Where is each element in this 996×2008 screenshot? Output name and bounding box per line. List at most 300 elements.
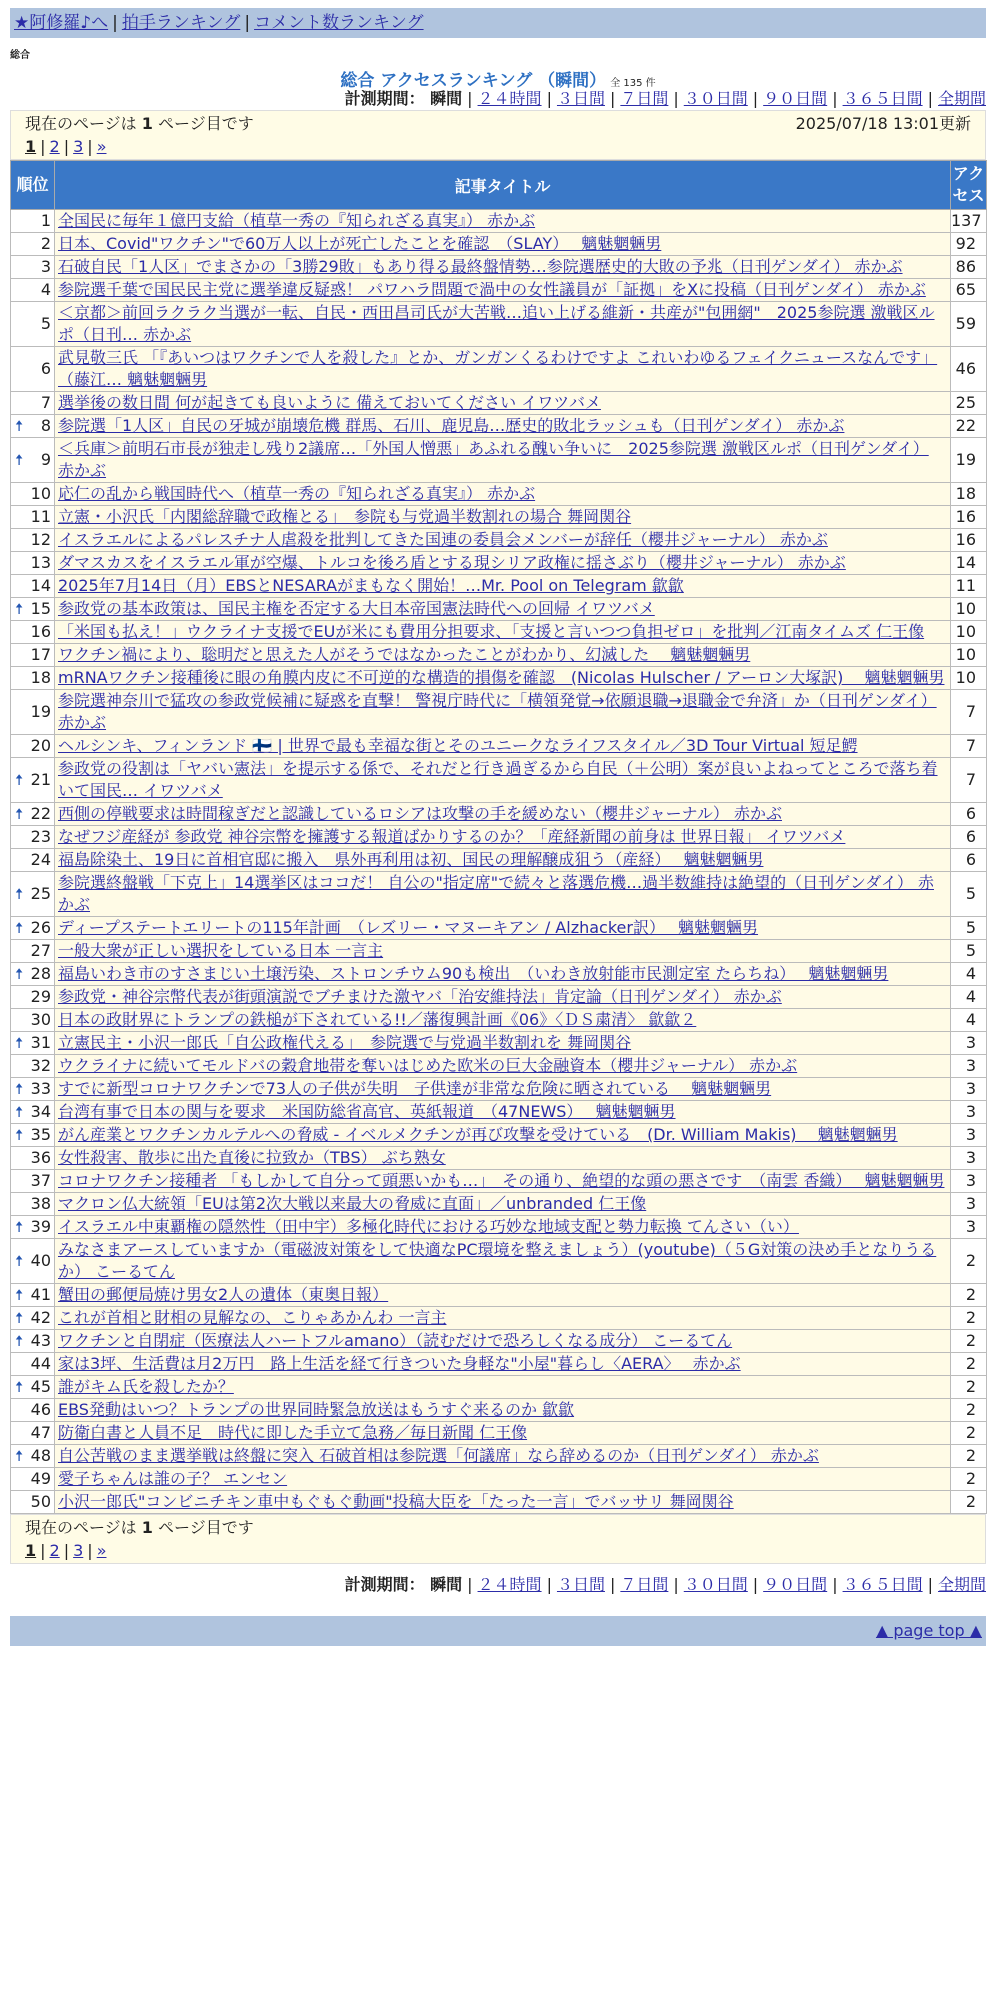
rank-cell	[11, 986, 55, 1009]
period-separator: |	[832, 89, 838, 108]
period-link[interactable]: ７日間	[620, 89, 669, 108]
title-cell	[55, 1399, 951, 1422]
article-link[interactable]: 台湾有事で日本の関与を要求 米国防総省高官、英紙報道 （47NEWS） 魑魅魍魎男	[58, 1102, 676, 1121]
access-count: 18	[951, 483, 987, 506]
title-cell	[55, 1216, 951, 1239]
rank-number: 15	[30, 599, 51, 618]
period-link[interactable]: ３０日間	[683, 89, 748, 108]
rank-cell	[11, 1147, 55, 1170]
period-label: 計測期間：	[344, 1575, 425, 1594]
rank-number: 42	[30, 1308, 51, 1327]
table-row	[11, 1353, 987, 1376]
article-link[interactable]: 日本の政財界にトランプの鉄槌が下されている!!／藩復興計画《06》〈ＤＳ粛清〉 歙歙２	[58, 1010, 697, 1029]
rank-cell	[11, 302, 55, 347]
rank-cell	[11, 1353, 55, 1376]
title-cell	[55, 1147, 951, 1170]
page-status-num: 1	[141, 114, 153, 133]
page-current: 1	[25, 137, 37, 156]
rank-number: 43	[30, 1331, 51, 1350]
rank-cell	[11, 415, 55, 438]
rank-up-arrow-icon: 🠅	[15, 1286, 24, 1304]
article-link[interactable]: 立憲民主・小沢一郎氏「自公政権代える」 参院選で与党過半数割れを 舞岡関谷	[58, 1033, 632, 1052]
access-count: 10	[951, 598, 987, 621]
rank-number: 5	[40, 314, 51, 333]
article-link[interactable]: 女性殺害、散歩に出た直後に拉致か（TBS） ぶち熟女	[58, 1148, 446, 1167]
rank-cell	[11, 506, 55, 529]
rank-number: 40	[30, 1251, 51, 1270]
article-link[interactable]: ＜京都＞前回ラクラク当選が一転、自民・西田昌司氏が大苦戦…追い上げる維新・共産が"包囲網" 2025参院選 激戦区ルポ（日刊… 赤かぶ	[58, 303, 935, 344]
rank-cell	[11, 279, 55, 302]
title-cell	[55, 438, 951, 483]
rank-number: 45	[30, 1377, 51, 1396]
title-cell	[55, 1170, 951, 1193]
rank-up-arrow-icon: 🠅	[15, 1378, 24, 1396]
table-row	[11, 1170, 987, 1193]
top-nav-bar	[10, 8, 986, 38]
article-link[interactable]: ウクライナに続いてモルドバの穀倉地帯を奪いはじめた欧米の巨大金融資本（櫻井ジャーナル） 赤かぶ	[58, 1056, 798, 1075]
title-cell	[55, 392, 951, 415]
access-count: 4	[951, 1009, 987, 1032]
pager-separator: |	[87, 137, 93, 156]
rank-number: 29	[30, 987, 51, 1006]
rank-number: 35	[30, 1125, 51, 1144]
title-cell	[55, 1307, 951, 1330]
article-link[interactable]: 日本、Covid"ワクチン"で60万人以上が死亡したことを確認 （SLAY） 魑魅魍魎男	[58, 234, 662, 253]
rank-number: 32	[30, 1056, 51, 1075]
period-link[interactable]: ３６５日間	[842, 89, 923, 108]
rank-cell	[11, 1170, 55, 1193]
breadcrumb: 総合	[10, 50, 30, 61]
rank-number: 22	[30, 804, 51, 823]
article-link[interactable]: これが首相と財相の見解なの、こりゃあかんわ 一言主	[58, 1308, 447, 1327]
article-link[interactable]: イスラエルによるパレスチナ人虐殺を批判してきた国連の委員会メンバーが辞任（櫻井ジャーナル） 赤かぶ	[58, 530, 828, 549]
access-count: 2	[951, 1491, 987, 1514]
table-row	[11, 529, 987, 552]
article-link[interactable]: 参院選終盤戦「下克上」14選挙区はココだ！ 自公の"指定席"で続々と落選危機…過半数維持は絶望的（日刊ゲンダイ） 赤かぶ	[58, 873, 934, 914]
pager-bottom	[10, 1514, 986, 1564]
title-cell	[55, 1239, 951, 1284]
article-link[interactable]: 参政党の役割は「ヤバい憲法」を提示する係で、それだと行き過ぎるから自民（＋公明）案が良いよねってところで落ち着いて国民… イワツバメ	[58, 759, 938, 800]
period-separator: |	[546, 89, 552, 108]
table-row	[11, 758, 987, 803]
rank-number: 30	[30, 1010, 51, 1029]
page-next-link[interactable]: »	[96, 137, 107, 156]
rank-up-arrow-icon: 🠅	[15, 919, 24, 937]
title-cell	[55, 1009, 951, 1032]
rank-cell	[11, 1009, 55, 1032]
access-count: 5	[951, 940, 987, 963]
article-link[interactable]: 参院選神奈川で猛攻の参政党候補に疑惑を直撃！ 警視庁時代に「横領発覚→依願退職→退職金で弁済」か（日刊ゲンダイ） 赤かぶ	[58, 691, 937, 732]
rank-number: 50	[30, 1492, 51, 1511]
rank-cell	[11, 1491, 55, 1514]
article-link[interactable]: 2025年7月14日（月）EBSとNESARAがまもなく開始！…Mr. Pool on Telegram 歙歙	[58, 576, 684, 595]
pager-separator: |	[40, 137, 46, 156]
table-row	[11, 986, 987, 1009]
table-row	[11, 1216, 987, 1239]
title-cell	[55, 1330, 951, 1353]
rank-cell	[11, 1124, 55, 1147]
rank-number: 44	[30, 1354, 51, 1373]
article-link[interactable]: ワクチンと自閉症（医療法人ハートフルamano）（読むだけで恐ろしくなる成分） こーるてん	[58, 1331, 733, 1350]
article-link[interactable]: 全国民に毎年１億円支給（植草一秀の『知られざる真実』） 赤かぶ	[58, 211, 536, 230]
pager-separator: |	[63, 1541, 70, 1560]
access-count: 4	[951, 963, 987, 986]
title-cell	[55, 302, 951, 347]
table-row	[11, 279, 987, 302]
table-row	[11, 963, 987, 986]
table-row	[11, 415, 987, 438]
title-cell	[55, 1101, 951, 1124]
article-link[interactable]: 参院選千葉で国民民主党に選挙違反疑惑！ パワハラ問題で渦中の女性議員が「証拠」をXに投稿（日刊ゲンダイ） 赤かぶ	[58, 280, 926, 299]
page-link[interactable]: 3	[73, 137, 84, 156]
page-status-post: ページ目です	[152, 1518, 254, 1537]
table-row	[11, 1055, 987, 1078]
period-link[interactable]: 全期間	[937, 89, 986, 108]
article-link[interactable]: みなさまアースしていますか（電磁波対策をして快適なPC環境を整えましょう）(youtube)（５G対策の決め手となりうるか） こーるてん	[58, 1240, 937, 1281]
article-link[interactable]: 参政党の基本政策は、国民主権を否定する大日本帝国憲法時代への回帰 イワツバメ	[58, 599, 655, 618]
home-link[interactable]: ★阿修羅♪へ	[14, 13, 109, 33]
period-separator: |	[752, 89, 759, 108]
period-separator: |	[609, 1575, 616, 1594]
page-current: 1	[25, 1541, 37, 1560]
table-row	[11, 803, 987, 826]
article-link[interactable]: 参政党・神谷宗幣代表が街頭演説でブチまけた激ヤバ「治安維持法」肯定論（日刊ゲンダイ） 赤かぶ	[58, 987, 782, 1006]
title-cell	[55, 233, 951, 256]
article-link[interactable]: 誰がキム氏を殺したか？	[58, 1377, 234, 1396]
pager-links	[25, 135, 971, 159]
rank-up-arrow-icon: 🠅	[15, 771, 24, 789]
article-link[interactable]: 小沢一郎氏"コンビニチキン車中もぐもぐ動画"投稿大臣を「たった一言」でバッサリ 舞岡関谷	[58, 1492, 734, 1511]
table-row	[11, 575, 987, 598]
article-link[interactable]: 防衛白書と人員不足 時代に即した手立て急務／毎日新聞 仁王像	[58, 1423, 528, 1442]
table-row	[11, 598, 987, 621]
article-link[interactable]: コロナワクチン接種者 「もしかして自分って頭悪いかも…」 その通り、絶望的な頭の悪さです （南雲 香織） 魑魅魍魎男	[58, 1171, 945, 1190]
pager-separator: |	[40, 1541, 46, 1560]
rank-cell	[11, 621, 55, 644]
table-row	[11, 1124, 987, 1147]
title-cell	[55, 940, 951, 963]
rank-cell	[11, 598, 55, 621]
rank-up-arrow-icon: 🠅	[15, 1309, 24, 1327]
article-link[interactable]: 家は3坪、生活費は月2万円 路上生活を経て行きついた身軽な"小屋"暮らし〈AERA〉 赤かぶ	[58, 1354, 741, 1373]
page-status-pre: 現在のページは	[25, 1518, 142, 1537]
period-link[interactable]: ３日間	[556, 1575, 605, 1594]
page-link[interactable]: 3	[73, 1541, 84, 1560]
page-status-num: 1	[141, 1518, 153, 1537]
rank-cell	[11, 690, 55, 735]
ranking-table	[10, 160, 987, 1514]
article-link[interactable]: 福島除染土、19日に首相官邸に搬入 県外再利用は初、国民の理解醸成狙う（産経） 魑魅魍魎男	[58, 850, 764, 869]
rank-cell	[11, 940, 55, 963]
access-count: 3	[951, 1193, 987, 1216]
access-count: 5	[951, 872, 987, 917]
access-count: 6	[951, 849, 987, 872]
table-row	[11, 1009, 987, 1032]
header-access: アクセス	[951, 161, 987, 210]
rank-cell	[11, 735, 55, 758]
rank-up-arrow-icon: 🠅	[15, 1332, 24, 1350]
page-status	[25, 1517, 254, 1539]
pager-status-row	[25, 113, 971, 135]
access-count: 16	[951, 529, 987, 552]
title-cell	[55, 803, 951, 826]
table-row	[11, 1284, 987, 1307]
title-cell	[55, 1124, 951, 1147]
updated-timestamp: 2025/07/18 13:01更新	[795, 114, 971, 133]
article-link[interactable]: 立憲・小沢氏「内閣総辞職で政権とる」 参院も与党過半数割れの場合 舞岡関谷	[58, 507, 632, 526]
rank-number: 6	[40, 359, 51, 378]
rank-number: 24	[30, 850, 51, 869]
rank-number: 21	[30, 770, 51, 789]
rank-number: 13	[30, 553, 51, 572]
table-row	[11, 256, 987, 279]
period-link[interactable]: ９０日間	[763, 1575, 828, 1594]
rank-cell	[11, 1330, 55, 1353]
title-cell	[55, 644, 951, 667]
page-status-pre: 現在のページは	[25, 114, 142, 133]
title-cell	[55, 1193, 951, 1216]
access-count: 11	[951, 575, 987, 598]
title-cell	[55, 849, 951, 872]
rank-cell	[11, 575, 55, 598]
title-cell	[55, 529, 951, 552]
rank-cell	[11, 552, 55, 575]
rank-number: 16	[30, 622, 51, 641]
title-cell	[55, 575, 951, 598]
period-separator: |	[927, 89, 933, 108]
rank-up-arrow-icon: 🠅	[15, 1103, 24, 1121]
table-row	[11, 940, 987, 963]
footer-bar	[10, 1616, 986, 1646]
period-separator: |	[832, 1575, 838, 1594]
access-count: 2	[951, 1376, 987, 1399]
article-link[interactable]: 石破自民「1人区」でまさかの「3勝29敗」もあり得る最終盤情勢…参院選歴史的大敗の予兆（日刊ゲンダイ） 赤かぶ	[58, 257, 903, 276]
article-link[interactable]: ダマスカスをイスラエル軍が空爆、トルコを後ろ盾とする現シリア政権に揺さぶり（櫻井ジャーナル） 赤かぶ	[58, 553, 846, 572]
rank-cell	[11, 438, 55, 483]
rank-cell	[11, 917, 55, 940]
rank-up-arrow-icon: 🠅	[15, 1447, 24, 1465]
title-cell	[55, 1468, 951, 1491]
access-count: 3	[951, 1216, 987, 1239]
access-count: 10	[951, 644, 987, 667]
table-row	[11, 621, 987, 644]
period-separator: |	[467, 89, 473, 108]
rank-cell	[11, 1284, 55, 1307]
article-link[interactable]: EBS発動はいつ？トランプの世界同時緊急放送はもうすぐ来るのか 歙歙	[58, 1400, 575, 1419]
rank-cell	[11, 1399, 55, 1422]
access-count: 86	[951, 256, 987, 279]
rank-cell	[11, 392, 55, 415]
comment-ranking-link[interactable]: コメント数ランキング	[254, 13, 424, 33]
rank-number: 49	[30, 1469, 51, 1488]
article-link[interactable]: 蟹田の郵便局焼け男女2人の遺体（東奥日報）	[58, 1285, 389, 1304]
rank-cell	[11, 1376, 55, 1399]
clap-ranking-link[interactable]: 拍手ランキング	[121, 13, 241, 33]
table-row	[11, 1032, 987, 1055]
access-count: 2	[951, 1239, 987, 1284]
table-row	[11, 302, 987, 347]
rank-up-arrow-icon: 🠅	[15, 417, 24, 435]
period-current: 瞬間	[424, 89, 463, 108]
period-link[interactable]: ３日間	[556, 89, 605, 108]
article-link[interactable]: がん産業とワクチンカルテルへの脅威 - イベルメクチンが再び攻撃を受けている (Dr. William Makis) 魑魅魍魎男	[58, 1125, 898, 1144]
rank-cell	[11, 826, 55, 849]
article-link[interactable]: 自公苦戦のまま選挙戦は終盤に突入 石破首相は参院選「何議席」なら辞めるのか（日刊ゲンダイ） 赤かぶ	[58, 1446, 819, 1465]
rank-up-arrow-icon: 🠅	[15, 1252, 24, 1270]
title-cell	[55, 210, 951, 233]
article-link[interactable]: 選挙後の数日間 何が起きても良いように 備えておいてください イワツバメ	[58, 393, 601, 412]
rank-number: 11	[30, 507, 51, 526]
access-count: 92	[951, 233, 987, 256]
page-status	[25, 113, 254, 135]
article-link[interactable]: 応仁の乱から戦国時代へ（植草一秀の『知られざる真実』） 赤かぶ	[58, 484, 536, 503]
table-row	[11, 1330, 987, 1353]
rank-cell	[11, 963, 55, 986]
period-link[interactable]: ３６５日間	[842, 1575, 923, 1594]
rank-number: 4	[40, 280, 51, 299]
rank-number: 10	[30, 484, 51, 503]
article-link[interactable]: マクロン仏大統領「EUは第2次大戦以来最大の脅威に直面」／unbranded 仁王像	[58, 1194, 647, 1213]
title-cell	[55, 621, 951, 644]
item-count: 全 135 件	[610, 78, 656, 89]
title-cell	[55, 1422, 951, 1445]
rank-up-arrow-icon: 🠅	[15, 1080, 24, 1098]
period-link[interactable]: ９０日間	[763, 89, 828, 108]
article-link[interactable]: 「米国も払え！」ウクライナ支援でEUが米にも費用分担要求、「支援と言いつつ負担ゼロ」を批判／江南タイムズ 仁王像	[58, 622, 925, 641]
title-cell	[55, 483, 951, 506]
article-link[interactable]: 一般大衆が正しい選択をしている日本 一言主	[58, 941, 384, 960]
access-count: 2	[951, 1353, 987, 1376]
article-link[interactable]: 参院選「1人区」自民の牙城が崩壊危機 群馬、石川、鹿児島…歴史的敗北ラッシュも（日刊ゲンダイ） 赤かぶ	[58, 416, 845, 435]
rank-number: 46	[30, 1400, 51, 1419]
table-row	[11, 690, 987, 735]
access-count: 3	[951, 1101, 987, 1124]
table-row	[11, 1193, 987, 1216]
table-row	[11, 392, 987, 415]
nav-separator: |	[112, 13, 118, 33]
rank-cell	[11, 1422, 55, 1445]
access-count: 16	[951, 506, 987, 529]
rank-cell	[11, 1307, 55, 1330]
page-next-link[interactable]: »	[96, 1541, 107, 1560]
article-link[interactable]: 西側の停戦要求は時間稼ぎだと認識しているロシアは攻撃の手を緩めない（櫻井ジャーナル） 赤かぶ	[58, 804, 782, 823]
article-link[interactable]: ディープステートエリートの115年計画 （レズリー・マヌーキアン / Alzhacker訳） 魑魅魍魎男	[58, 918, 759, 937]
article-link[interactable]: イスラエル中東覇権の隠然性（田中宇）多極化時代における巧妙な地域支配と勢力転換 てんさい（い）	[58, 1217, 799, 1236]
table-row	[11, 210, 987, 233]
rank-number: 37	[30, 1171, 51, 1190]
article-link[interactable]: 福島いわき市のすさまじい土壌汚染、ストロンチウム90も検出 （いわき放射能市民測定室 たらちね） 魑魅魍魎男	[58, 964, 889, 983]
article-link[interactable]: ヘルシンキ、フィンランド 🇫🇮 | 世界で最も幸福な街とそのユニークなライフスタイル／3D Tour Virtual 短足鰐	[58, 736, 858, 755]
table-row	[11, 347, 987, 392]
article-link[interactable]: 武見敬三氏 「『あいつはワクチンで人を殺した』とか、ガンガンくるわけですよ これいわゆるフェイクニュースなんです」（藤江… 魑魅魍魎男	[58, 348, 938, 389]
rank-number: 17	[30, 645, 51, 664]
access-count: 3	[951, 1078, 987, 1101]
table-row	[11, 506, 987, 529]
rank-number: 25	[30, 884, 51, 903]
period-selector-bottom	[10, 1574, 986, 1596]
table-row	[11, 1468, 987, 1491]
rank-cell	[11, 1101, 55, 1124]
rank-up-arrow-icon: 🠅	[15, 1034, 24, 1052]
article-link[interactable]: mRNAワクチン接種後に眼の角膜内皮に不可逆的な構造的損傷を確認 (Nicolas Hulscher / アーロン大塚訳) 魑魅魍魎男	[58, 668, 945, 687]
rank-up-arrow-icon: 🠅	[15, 1126, 24, 1144]
rank-number: 23	[30, 827, 51, 846]
rank-cell	[11, 644, 55, 667]
header-rank: 順位	[11, 161, 55, 210]
period-separator: |	[752, 1575, 759, 1594]
table-row	[11, 1239, 987, 1284]
access-count: 3	[951, 1055, 987, 1078]
title-cell	[55, 1376, 951, 1399]
access-count: 2	[951, 1445, 987, 1468]
access-count: 25	[951, 392, 987, 415]
table-row	[11, 1147, 987, 1170]
page-link[interactable]: 2	[49, 137, 60, 156]
table-row	[11, 1491, 987, 1514]
title-cell	[55, 690, 951, 735]
rank-number: 38	[30, 1194, 51, 1213]
period-link[interactable]: ２４時間	[477, 89, 542, 108]
title-cell	[55, 963, 951, 986]
table-row	[11, 1399, 987, 1422]
period-separator: |	[467, 1575, 473, 1594]
title-cell	[55, 552, 951, 575]
article-link[interactable]: なぜフジ産経が 参政党 神谷宗幣を擁護する報道ばかりするのか？「産経新聞の前身は 世界日報」 イワツバメ	[58, 827, 846, 846]
title-cell	[55, 506, 951, 529]
title-cell	[55, 1032, 951, 1055]
article-link[interactable]: ＜兵庫＞前明石市長が独走し残り2議席…「外国人憎悪」あふれる醜い争いに 2025参院選 激戦区ルポ（日刊ゲンダイ） 赤かぶ	[58, 439, 929, 480]
access-count: 2	[951, 1468, 987, 1491]
rank-number: 1	[40, 211, 51, 230]
title-cell	[55, 917, 951, 940]
period-selector	[10, 88, 986, 110]
article-link[interactable]: すでに新型コロナワクチンで73人の子供が失明 子供達が非常な危険に晒されている 魑魅魍魎男	[58, 1079, 772, 1098]
rank-cell	[11, 529, 55, 552]
rank-number: 31	[30, 1033, 51, 1052]
rank-cell	[11, 1216, 55, 1239]
table-row	[11, 667, 987, 690]
period-link[interactable]: ７日間	[620, 1575, 669, 1594]
access-count: 2	[951, 1307, 987, 1330]
rank-cell	[11, 1239, 55, 1284]
table-row	[11, 826, 987, 849]
rank-up-arrow-icon: 🠅	[15, 451, 24, 469]
period-link[interactable]: ２４時間	[477, 1575, 542, 1594]
rank-cell	[11, 1055, 55, 1078]
period-separator: |	[673, 89, 679, 108]
article-link[interactable]: 愛子ちゃんは誰の子？ エンセン	[58, 1469, 288, 1488]
pager-separator: |	[87, 1541, 93, 1560]
pager-top	[10, 110, 986, 160]
rank-up-arrow-icon: 🠅	[15, 805, 24, 823]
title-cell	[55, 347, 951, 392]
rank-number: 26	[30, 918, 51, 937]
rank-number: 12	[30, 530, 51, 549]
table-row	[11, 917, 987, 940]
page-title	[10, 66, 986, 91]
article-link[interactable]: ワクチン禍により、聡明だと思えた人がそうではなかったことがわかり、幻滅した 魑魅魍魎男	[58, 645, 751, 664]
access-count: 19	[951, 438, 987, 483]
rank-number: 20	[30, 736, 51, 755]
title-cell	[55, 279, 951, 302]
title-cell	[55, 1078, 951, 1101]
table-row	[11, 1422, 987, 1445]
page-top-link[interactable]: ▲ page top ▲	[875, 1621, 982, 1640]
period-link[interactable]: 全期間	[937, 1575, 986, 1594]
page-link[interactable]: 2	[49, 1541, 60, 1560]
period-link[interactable]: ３０日間	[683, 1575, 748, 1594]
pager-status-row	[25, 1517, 971, 1539]
